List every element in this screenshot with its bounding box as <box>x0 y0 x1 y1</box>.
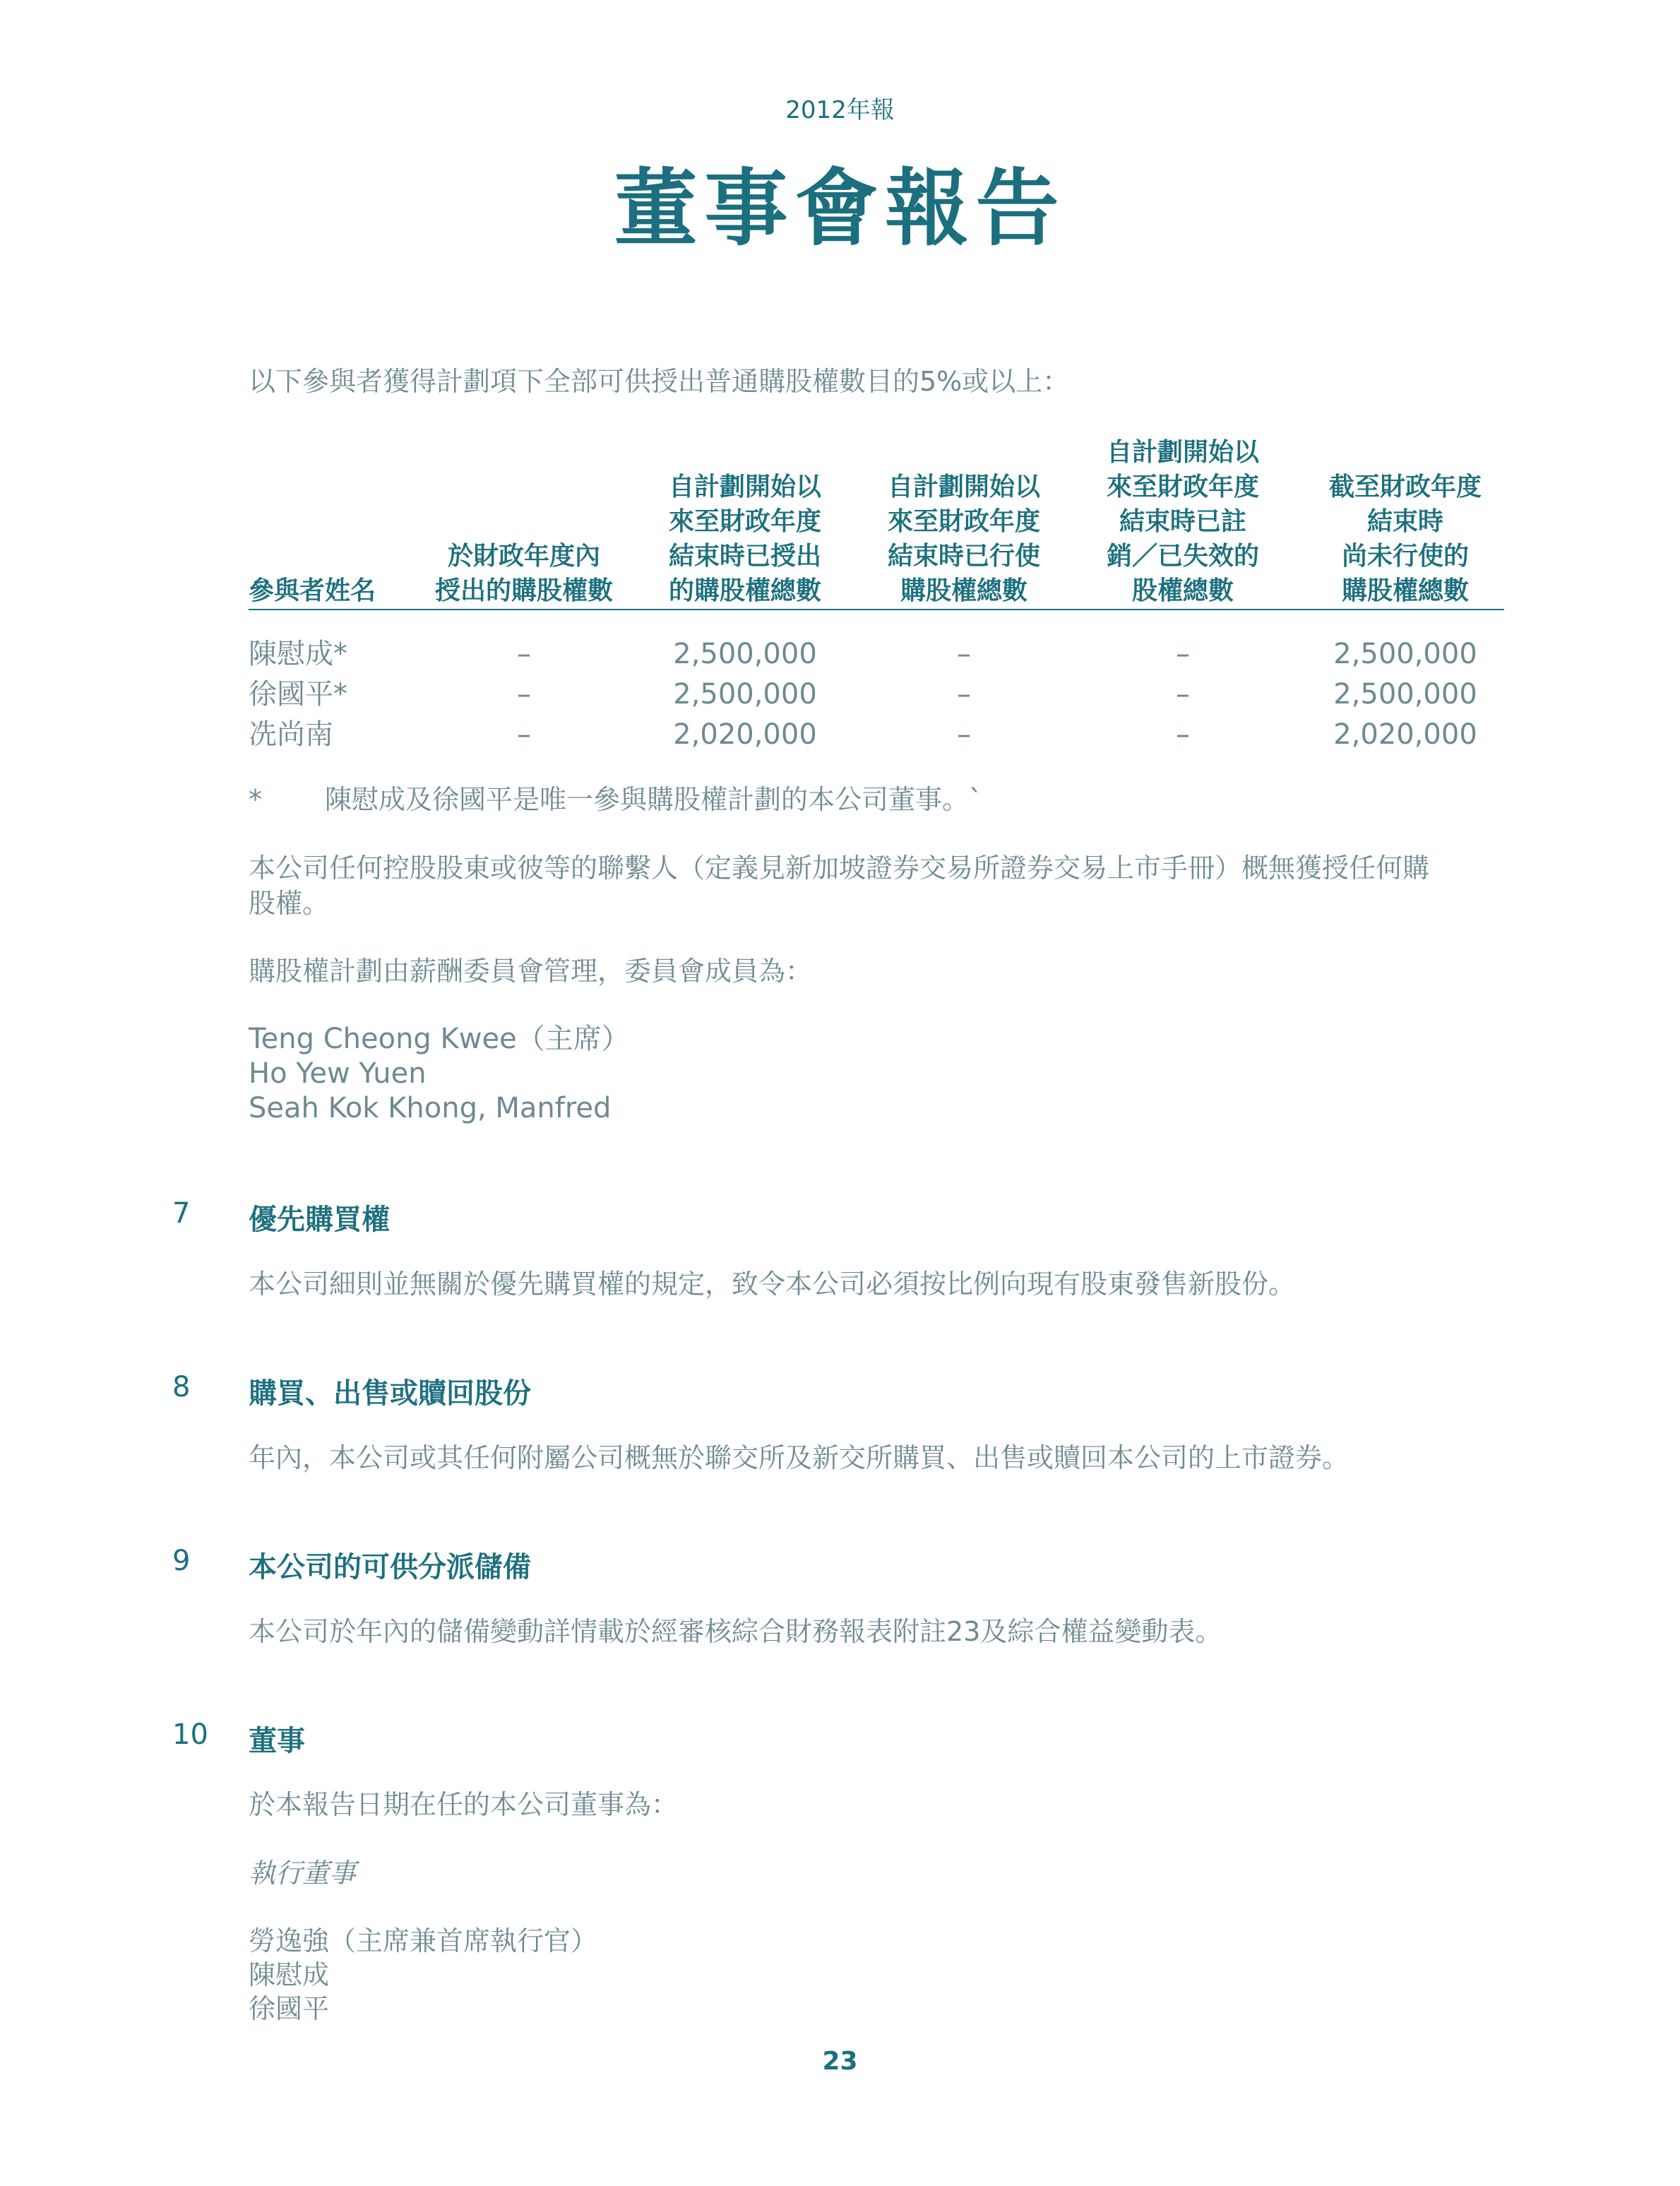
section-title: 董事 <box>249 1725 305 1757</box>
table-cell: – <box>957 638 971 670</box>
table-row-name: 冼尚南 <box>249 718 333 751</box>
table-cell: 2,020,000 <box>1333 718 1477 751</box>
table-cell: – <box>517 638 531 670</box>
committee-member: Ho Yew Yuen <box>249 1057 427 1090</box>
table-cell: 2,500,000 <box>1333 638 1477 670</box>
header-exercised-since-start: 自計劃開始以 來至財政年度 結束時已行使 購股權總數 <box>887 473 1040 605</box>
director-name: 徐國平 <box>249 1993 330 2024</box>
executive-directors-label: 執行董事 <box>249 1858 357 1889</box>
report-year: 2012年報 <box>785 96 895 124</box>
committee-member: Seah Kok Khong, Manfred <box>249 1092 612 1124</box>
header-outstanding: 截至財政年度 結束時 尚未行使的 購股權總數 <box>1328 473 1482 605</box>
controlling-shareholders-note: 本公司任何控股股東或彼等的聯繫人（定義見新加坡證券交易所證券交易上市手冊）概無獲授任何購 股權。 <box>249 853 1430 919</box>
section-number: 8 <box>172 1371 191 1403</box>
table-cell: 2,500,000 <box>673 678 817 711</box>
table-cell: – <box>1176 678 1190 711</box>
section-text: 本公司細則並無關於優先購買權的規定，致令本公司必須按比例向現有股東發售新股份。 <box>249 1269 1296 1300</box>
footnote-mark: * <box>249 784 262 815</box>
committee-list <box>249 1022 630 1126</box>
director-name: 陳慰成 <box>249 1959 330 1990</box>
section-title: 優先購買權 <box>249 1204 390 1236</box>
table-cell: – <box>957 718 971 751</box>
table-cell: 2,020,000 <box>673 718 817 751</box>
section-text: 於本報告日期在任的本公司董事為： <box>249 1789 679 1820</box>
section-title: 本公司的可供分派儲備 <box>249 1551 531 1584</box>
table-cell: – <box>957 678 971 711</box>
table-cell: – <box>1176 638 1190 670</box>
section-number: 9 <box>172 1545 191 1577</box>
header-cancelled-lapsed: 自計劃開始以 來至財政年度 結束時已註 銷／已失效的 股權總數 <box>1106 438 1259 605</box>
table-row-name: 陳慰成* <box>249 638 347 670</box>
intro-text: 以下參與者獲得計劃項下全部可供授出普通購股權數目的5%或以上： <box>249 366 1070 397</box>
section-number: 10 <box>172 1718 208 1751</box>
page-number: 23 <box>822 2047 858 2076</box>
header-participant-name: 參與者姓名 <box>249 576 376 605</box>
director-name: 勞逸強（主席兼首席執行官） <box>249 1925 598 1956</box>
table-cell: 2,500,000 <box>673 638 817 670</box>
table-cell: – <box>1176 718 1190 751</box>
committee-intro: 購股權計劃由薪酬委員會管理，委員會成員為： <box>249 956 813 987</box>
committee-member: Teng Cheong Kwee（主席） <box>249 1023 630 1055</box>
table-header-rule <box>249 609 1504 610</box>
table-cell: 2,500,000 <box>1333 678 1477 711</box>
section-text: 年內，本公司或其任何附屬公司概無於聯交所及新交所購買、出售或贖回本公司的上市證券。 <box>249 1442 1350 1473</box>
header-granted-in-year: 於財政年度內 授出的購股權數 <box>434 542 613 605</box>
header-granted-since-start: 自計劃開始以 來至財政年度 結束時已授出 的購股權總數 <box>668 473 821 605</box>
table-cell: – <box>517 718 531 751</box>
section-number: 7 <box>172 1197 191 1230</box>
page-title: 董事會報告 <box>614 160 1066 257</box>
footnote-text: 陳慰成及徐國平是唯一參與購股權計劃的本公司董事。` <box>325 784 983 815</box>
section-text: 本公司於年內的儲備變動詳情載於經審核綜合財務報表附註23及綜合權益變動表。 <box>249 1616 1222 1647</box>
section-title: 購買、出售或贖回股份 <box>249 1377 531 1410</box>
directors-list <box>249 1924 597 2026</box>
table-row-name: 徐國平* <box>249 678 347 711</box>
table-cell: – <box>517 678 531 711</box>
